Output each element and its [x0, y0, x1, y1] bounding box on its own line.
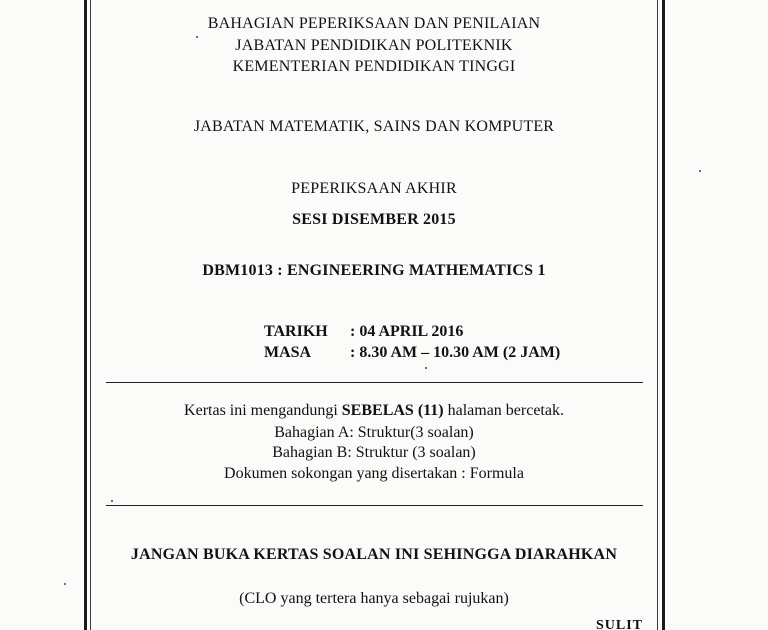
- section-b-line: Bahagian B: Struktur (3 soalan): [272, 444, 476, 461]
- warning-text: JANGAN BUKA KERTAS SOALAN INI SEHINGGA DIARAHKAN: [130, 546, 618, 563]
- exam-date-row: [264, 323, 463, 341]
- scan-speck: [425, 367, 427, 369]
- page-count-bold: SEBELAS (11): [341, 402, 444, 419]
- page-count-line: [100, 402, 648, 420]
- page-count-prefix: Kertas ini mengandungi: [184, 402, 342, 419]
- corner-label: SULIT: [596, 618, 644, 630]
- page-count-suffix: halaman bercetak.: [443, 402, 564, 419]
- time-label: MASA: [264, 344, 312, 361]
- right-border-rule: [662, 0, 665, 630]
- scan-speck: [111, 500, 113, 502]
- scan-speck: [699, 170, 701, 172]
- right-border-inner-rule: [657, 0, 658, 630]
- course-title: DBM1013 : ENGINEERING MATHEMATICS 1: [202, 262, 546, 279]
- clo-note: (CLO yang tertera hanya sebagai rujukan): [239, 590, 509, 607]
- section-a-line: Bahagian A: Struktur(3 soalan): [274, 424, 474, 441]
- department-name: JABATAN MATEMATIK, SAINS DAN KOMPUTER: [193, 118, 555, 135]
- left-border-rule: [84, 0, 87, 630]
- header-line-2: JABATAN PENDIDIKAN POLITEKNIK: [235, 37, 513, 54]
- date-label: TARIKH: [264, 323, 328, 340]
- supporting-documents-line: Dokumen sokongan yang disertakan : Formula: [224, 465, 524, 482]
- exam-session: SESI DISEMBER 2015: [292, 211, 456, 228]
- scan-speck: [196, 36, 198, 38]
- left-border-inner-rule: [90, 0, 91, 630]
- header-line-3: KEMENTERIAN PENDIDIKAN TINGGI: [232, 58, 516, 75]
- date-value: : 04 APRIL 2016: [350, 323, 464, 340]
- divider-bottom: [106, 505, 643, 506]
- time-value: : 8.30 AM – 10.30 AM (2 JAM): [350, 344, 561, 361]
- divider-top: [106, 382, 643, 383]
- exam-type: PEPERIKSAAN AKHIR: [291, 180, 457, 197]
- header-line-1: BAHAGIAN PEPERIKSAAN DAN PENILAIAN: [207, 15, 541, 32]
- exam-time-row: [264, 344, 560, 362]
- scan-speck: [64, 583, 66, 585]
